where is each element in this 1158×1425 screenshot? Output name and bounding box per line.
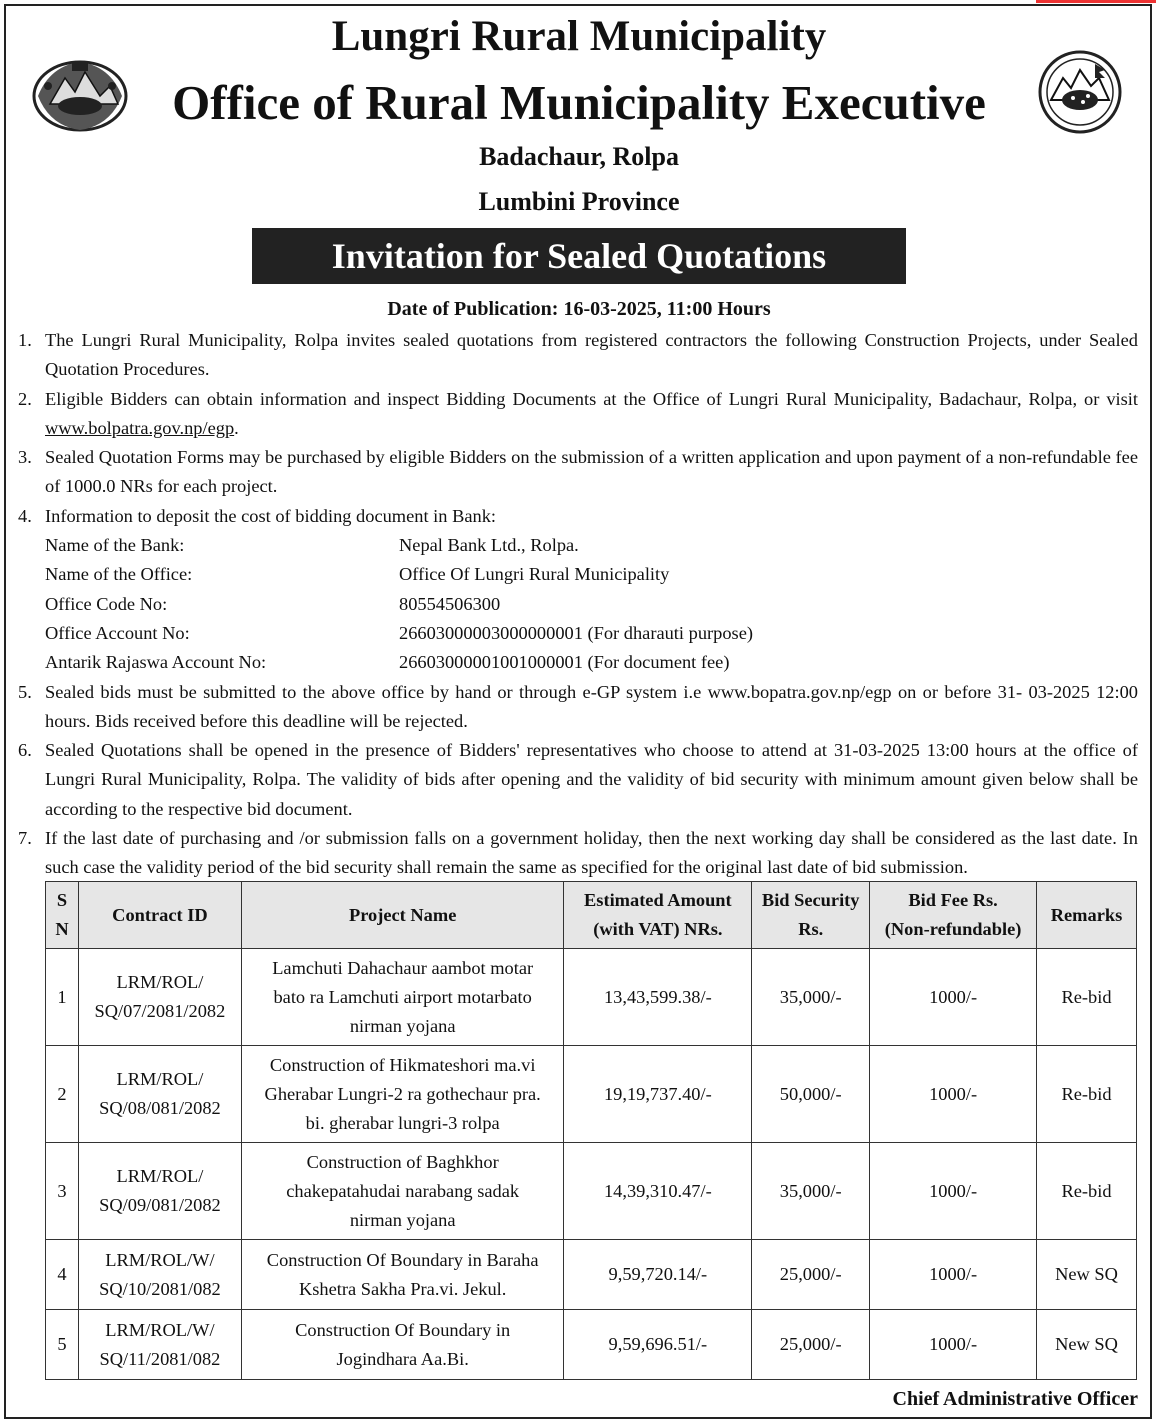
cell-security: 25,000/- <box>752 1240 870 1310</box>
cell-amount: 14,39,310.47/- <box>564 1143 752 1240</box>
cell-amount: 19,19,737.40/- <box>564 1046 752 1143</box>
item-text: If the last date of purchasing and /or submission falls on a government holiday, then the next working day shall be considered as the last date. In such case the validity period of the bid security shall remain the same as specified for the original last date of bid submission. <box>45 828 1138 878</box>
table-row <box>46 1240 1137 1310</box>
item-number: 4. <box>18 505 32 526</box>
bank-info-row <box>18 619 1138 648</box>
cell-fee: 1000/- <box>870 1310 1037 1380</box>
bolpatra-link[interactable]: www.bolpatra.gov.np/egp <box>45 417 235 438</box>
bank-info-row <box>18 560 1138 589</box>
item-number: 2. <box>18 388 32 409</box>
cell-remarks: New SQ <box>1037 1310 1137 1380</box>
bank-label: Office Code No: <box>45 593 168 614</box>
list-item <box>18 736 1138 824</box>
bank-value: 26603000003000000001 (For dharauti purpose) <box>399 622 753 643</box>
cell-sn: 1 <box>46 949 79 1046</box>
cell-sn: 4 <box>46 1240 79 1310</box>
list-item <box>18 385 1138 444</box>
col-amount: Estimated Amount (with VAT) NRs. <box>564 882 752 949</box>
bank-label: Antarik Rajaswa Account No: <box>45 652 267 673</box>
item-text: The Lungri Rural Municipality, Rolpa invites sealed quotations from registered contractors the following Construction Projects, under Sealed Quotation Procedures. <box>45 330 1138 380</box>
list-item <box>18 824 1138 883</box>
cell-remarks: Re-bid <box>1037 1143 1137 1240</box>
cell-remarks: New SQ <box>1037 1240 1137 1310</box>
office-title: Office of Rural Municipality Executive <box>172 75 986 130</box>
municipality-title: Lungri Rural Municipality <box>331 13 827 60</box>
cell-sn: 2 <box>46 1046 79 1143</box>
bank-info-row <box>18 648 1138 677</box>
cell-amount: 9,59,720.14/- <box>564 1240 752 1310</box>
item-number: 7. <box>18 828 32 849</box>
col-security: Bid Security Rs. <box>752 882 870 949</box>
cell-project-name: Construction Of Boundary in Jogindhara Aa.Bi. <box>241 1310 564 1380</box>
col-project-name: Project Name <box>241 882 564 949</box>
bank-info-row <box>18 590 1138 619</box>
item-number: 3. <box>18 447 32 468</box>
cell-remarks: Re-bid <box>1037 1046 1137 1143</box>
cell-fee: 1000/- <box>870 1046 1037 1143</box>
bank-value: Office Of Lungri Rural Municipality <box>399 564 670 585</box>
item-text: Sealed Quotations shall be opened in the presence of Bidders' representatives who choose to attend at 31-03-2025 13:00 hours at the office of Lungri Rural Municipality, Rolpa. The validity of bids after opening and the validity of bid security with minimum amount given below shall be according to the respective bid document. <box>45 740 1138 819</box>
table-row <box>46 1143 1137 1240</box>
cell-fee: 1000/- <box>870 1240 1037 1310</box>
item-text: Sealed bids must be submitted to the above office by hand or through e-GP system i.e www.bopatra.gov.np/egp on or before 31- 03-2025 12:00 hours. Bids received before this deadline will be rejected. <box>45 681 1138 731</box>
bank-label: Name of the Bank: <box>45 535 185 556</box>
cell-contract-id: LRM/ROL/ SQ/07/2081/2082 <box>78 949 241 1046</box>
cell-remarks: Re-bid <box>1037 949 1137 1046</box>
cell-amount: 13,43,599.38/- <box>564 949 752 1046</box>
cell-fee: 1000/- <box>870 949 1037 1046</box>
cell-security: 50,000/- <box>752 1046 870 1143</box>
cell-amount: 9,59,696.51/- <box>564 1310 752 1380</box>
bank-value: 80554506300 <box>399 593 501 614</box>
cell-project-name: Construction of Hikmateshori ma.vi Gherabar Lungri-2 ra gothechaur pra. bi. gherabar lungri-3 rolpa <box>241 1046 564 1143</box>
table-row <box>46 1310 1137 1380</box>
table-row <box>46 949 1137 1046</box>
bank-value: 26603000001001000001 (For document fee) <box>399 652 730 673</box>
item-number: 1. <box>18 330 32 350</box>
table-header-row <box>46 882 1137 949</box>
cell-security: 35,000/- <box>752 1143 870 1240</box>
cell-security: 35,000/- <box>752 949 870 1046</box>
cell-contract-id: LRM/ROL/W/ SQ/10/2081/082 <box>78 1240 241 1310</box>
address-line: Badachaur, Rolpa <box>479 142 679 171</box>
cell-sn: 3 <box>46 1143 79 1240</box>
col-contract-id: Contract ID <box>78 882 241 949</box>
bank-label: Name of the Office: <box>45 564 193 585</box>
cell-contract-id: LRM/ROL/W/ SQ/11/2081/082 <box>78 1310 241 1380</box>
item-text-part: Eligible Bidders can obtain information and inspect Bidding Documents at the Office of Lungri Rural Municipality, Badachaur, Rolpa, or visit <box>45 388 1138 409</box>
publication-date: Date of Publication: 16-03-2025, 11:00 Hours <box>387 298 771 320</box>
cell-security: 25,000/- <box>752 1310 870 1380</box>
province-line: Lumbini Province <box>478 187 680 216</box>
cell-fee: 1000/- <box>870 1143 1037 1240</box>
cell-contract-id: LRM/ROL/ SQ/09/081/2082 <box>78 1143 241 1240</box>
item-number: 6. <box>18 740 32 761</box>
col-remarks: Remarks <box>1037 882 1137 949</box>
col-sn: S N <box>46 882 79 949</box>
bank-label: Office Account No: <box>45 622 190 643</box>
item-text-part: . <box>234 417 239 438</box>
bank-value: Nepal Bank Ltd., Rolpa. <box>399 535 579 556</box>
cell-project-name: Construction Of Boundary in Baraha Kshetra Sakha Pra.vi. Jekul. <box>241 1240 564 1310</box>
bids-table <box>45 881 1137 1380</box>
list-item <box>18 678 1138 737</box>
cell-sn: 5 <box>46 1310 79 1380</box>
item-number: 5. <box>18 681 32 702</box>
item-text: Sealed Quotation Forms may be purchased by eligible Bidders on the submission of a written application and upon payment of a non-refundable fee of 1000.0 NRs for each project. <box>45 447 1138 497</box>
list-item <box>18 443 1138 502</box>
corner-mark <box>1036 0 1156 3</box>
notice-body <box>18 326 1138 883</box>
cell-project-name: Lamchuti Dahachaur aambot motar bato ra Lamchuti airport motarbato nirman yojana <box>241 949 564 1046</box>
item-text: Information to deposit the cost of bidding document in Bank: <box>45 505 497 526</box>
notice-banner: Invitation for Sealed Quotations <box>252 228 906 284</box>
table-row <box>46 1046 1137 1143</box>
cell-contract-id: LRM/ROL/ SQ/08/081/2082 <box>78 1046 241 1143</box>
cell-project-name: Construction of Baghkhor chakepatahudai narabang sadak nirman yojana <box>241 1143 564 1240</box>
list-item <box>18 326 1138 385</box>
bank-info-row <box>18 531 1138 560</box>
list-item <box>18 502 1138 531</box>
signatory: Chief Administrative Officer <box>892 1388 1138 1410</box>
item-text <box>45 385 1138 444</box>
col-fee: Bid Fee Rs. (Non-refundable) <box>870 882 1037 949</box>
